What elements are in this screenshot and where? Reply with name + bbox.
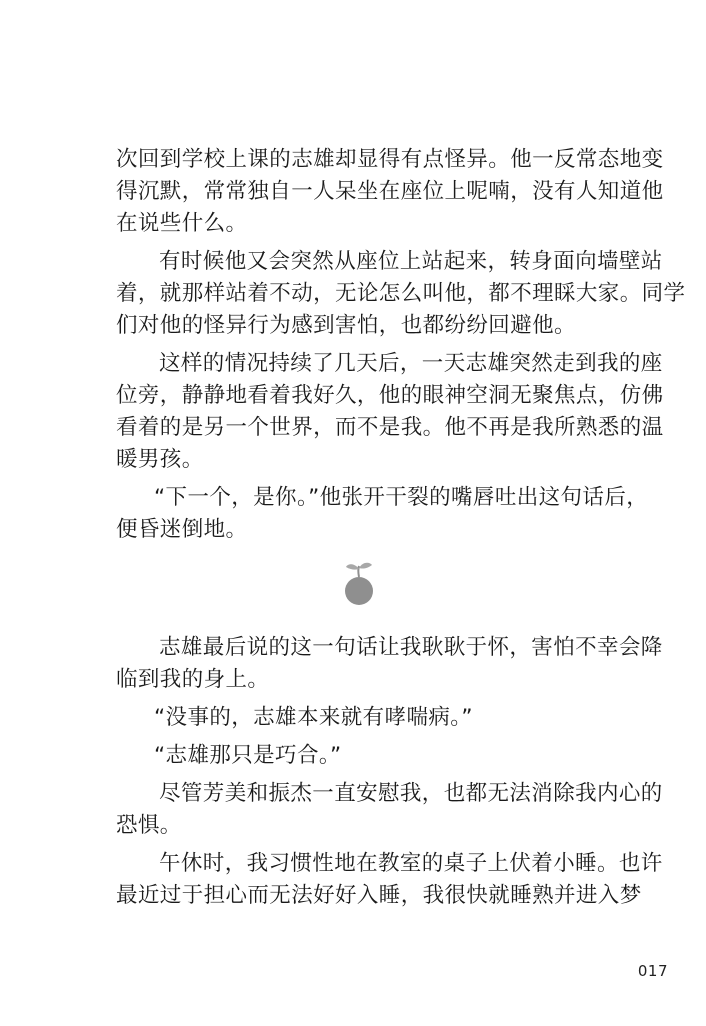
paragraph — [116, 778, 663, 842]
paragraph — [116, 740, 612, 772]
text-line: 志雄最后说的这一句话让我耿耿于怀，害怕不幸会降 — [159, 635, 663, 660]
text-line: “下一个，是你。”他张开干裂的嘴唇吐出这句话后， — [154, 485, 649, 510]
text-line: 暖男孩。 — [116, 447, 204, 472]
text-line: 得沉默，常常独自一人呆坐在座位上呢喃，没有人知道他 — [116, 179, 664, 204]
paragraph — [116, 348, 664, 476]
text-line: 次回到学校上课的志雄却显得有点怪异。他一反常态地变 — [116, 147, 664, 172]
section-ornament — [116, 558, 612, 612]
text-line: 们对他的怪异行为感到害怕，也都纷纷回避他。 — [116, 313, 576, 338]
text-line: 临到我的身上。 — [116, 667, 270, 692]
paragraph — [116, 482, 649, 546]
text-line: 在说些什么。 — [116, 211, 248, 236]
paragraph — [116, 848, 663, 912]
text-line: 看着的是另一个世界，而不是我。他不再是我所熟悉的温 — [116, 415, 664, 440]
text-line: 便昏迷倒地。 — [116, 517, 248, 542]
text-line: 这样的情况持续了几天后，一天志雄突然走到我的座 — [159, 351, 663, 376]
text-line: “志雄那只是巧合。” — [154, 743, 342, 768]
paragraph — [116, 144, 664, 240]
text-line: 着，就那样站着不动，无论怎么叫他，都不理睬大家。同学 — [116, 281, 686, 306]
seedling-pot-icon — [341, 558, 377, 608]
text-line: “没事的，志雄本来就有哮喘病。” — [154, 705, 473, 730]
text-line: 有时候他又会突然从座位上站起来，转身面向墙壁站 — [159, 249, 663, 274]
page-number: 017 — [637, 962, 668, 980]
text-line: 恐惧。 — [116, 813, 182, 838]
body-text — [116, 144, 686, 912]
text-line: 最近过于担心而无法好好入睡，我很快就睡熟并进入梦 — [116, 883, 642, 908]
text-line: 位旁，静静地看着我好久，他的眼神空洞无聚焦点，仿佛 — [116, 383, 664, 408]
text-line: 午休时，我习惯性地在教室的桌子上伏着小睡。也许 — [159, 851, 663, 876]
paragraph — [116, 632, 663, 696]
paragraph — [116, 702, 612, 734]
paragraph — [116, 246, 686, 342]
text-line: 尽管芳美和振杰一直安慰我，也都无法消除我内心的 — [159, 781, 663, 806]
